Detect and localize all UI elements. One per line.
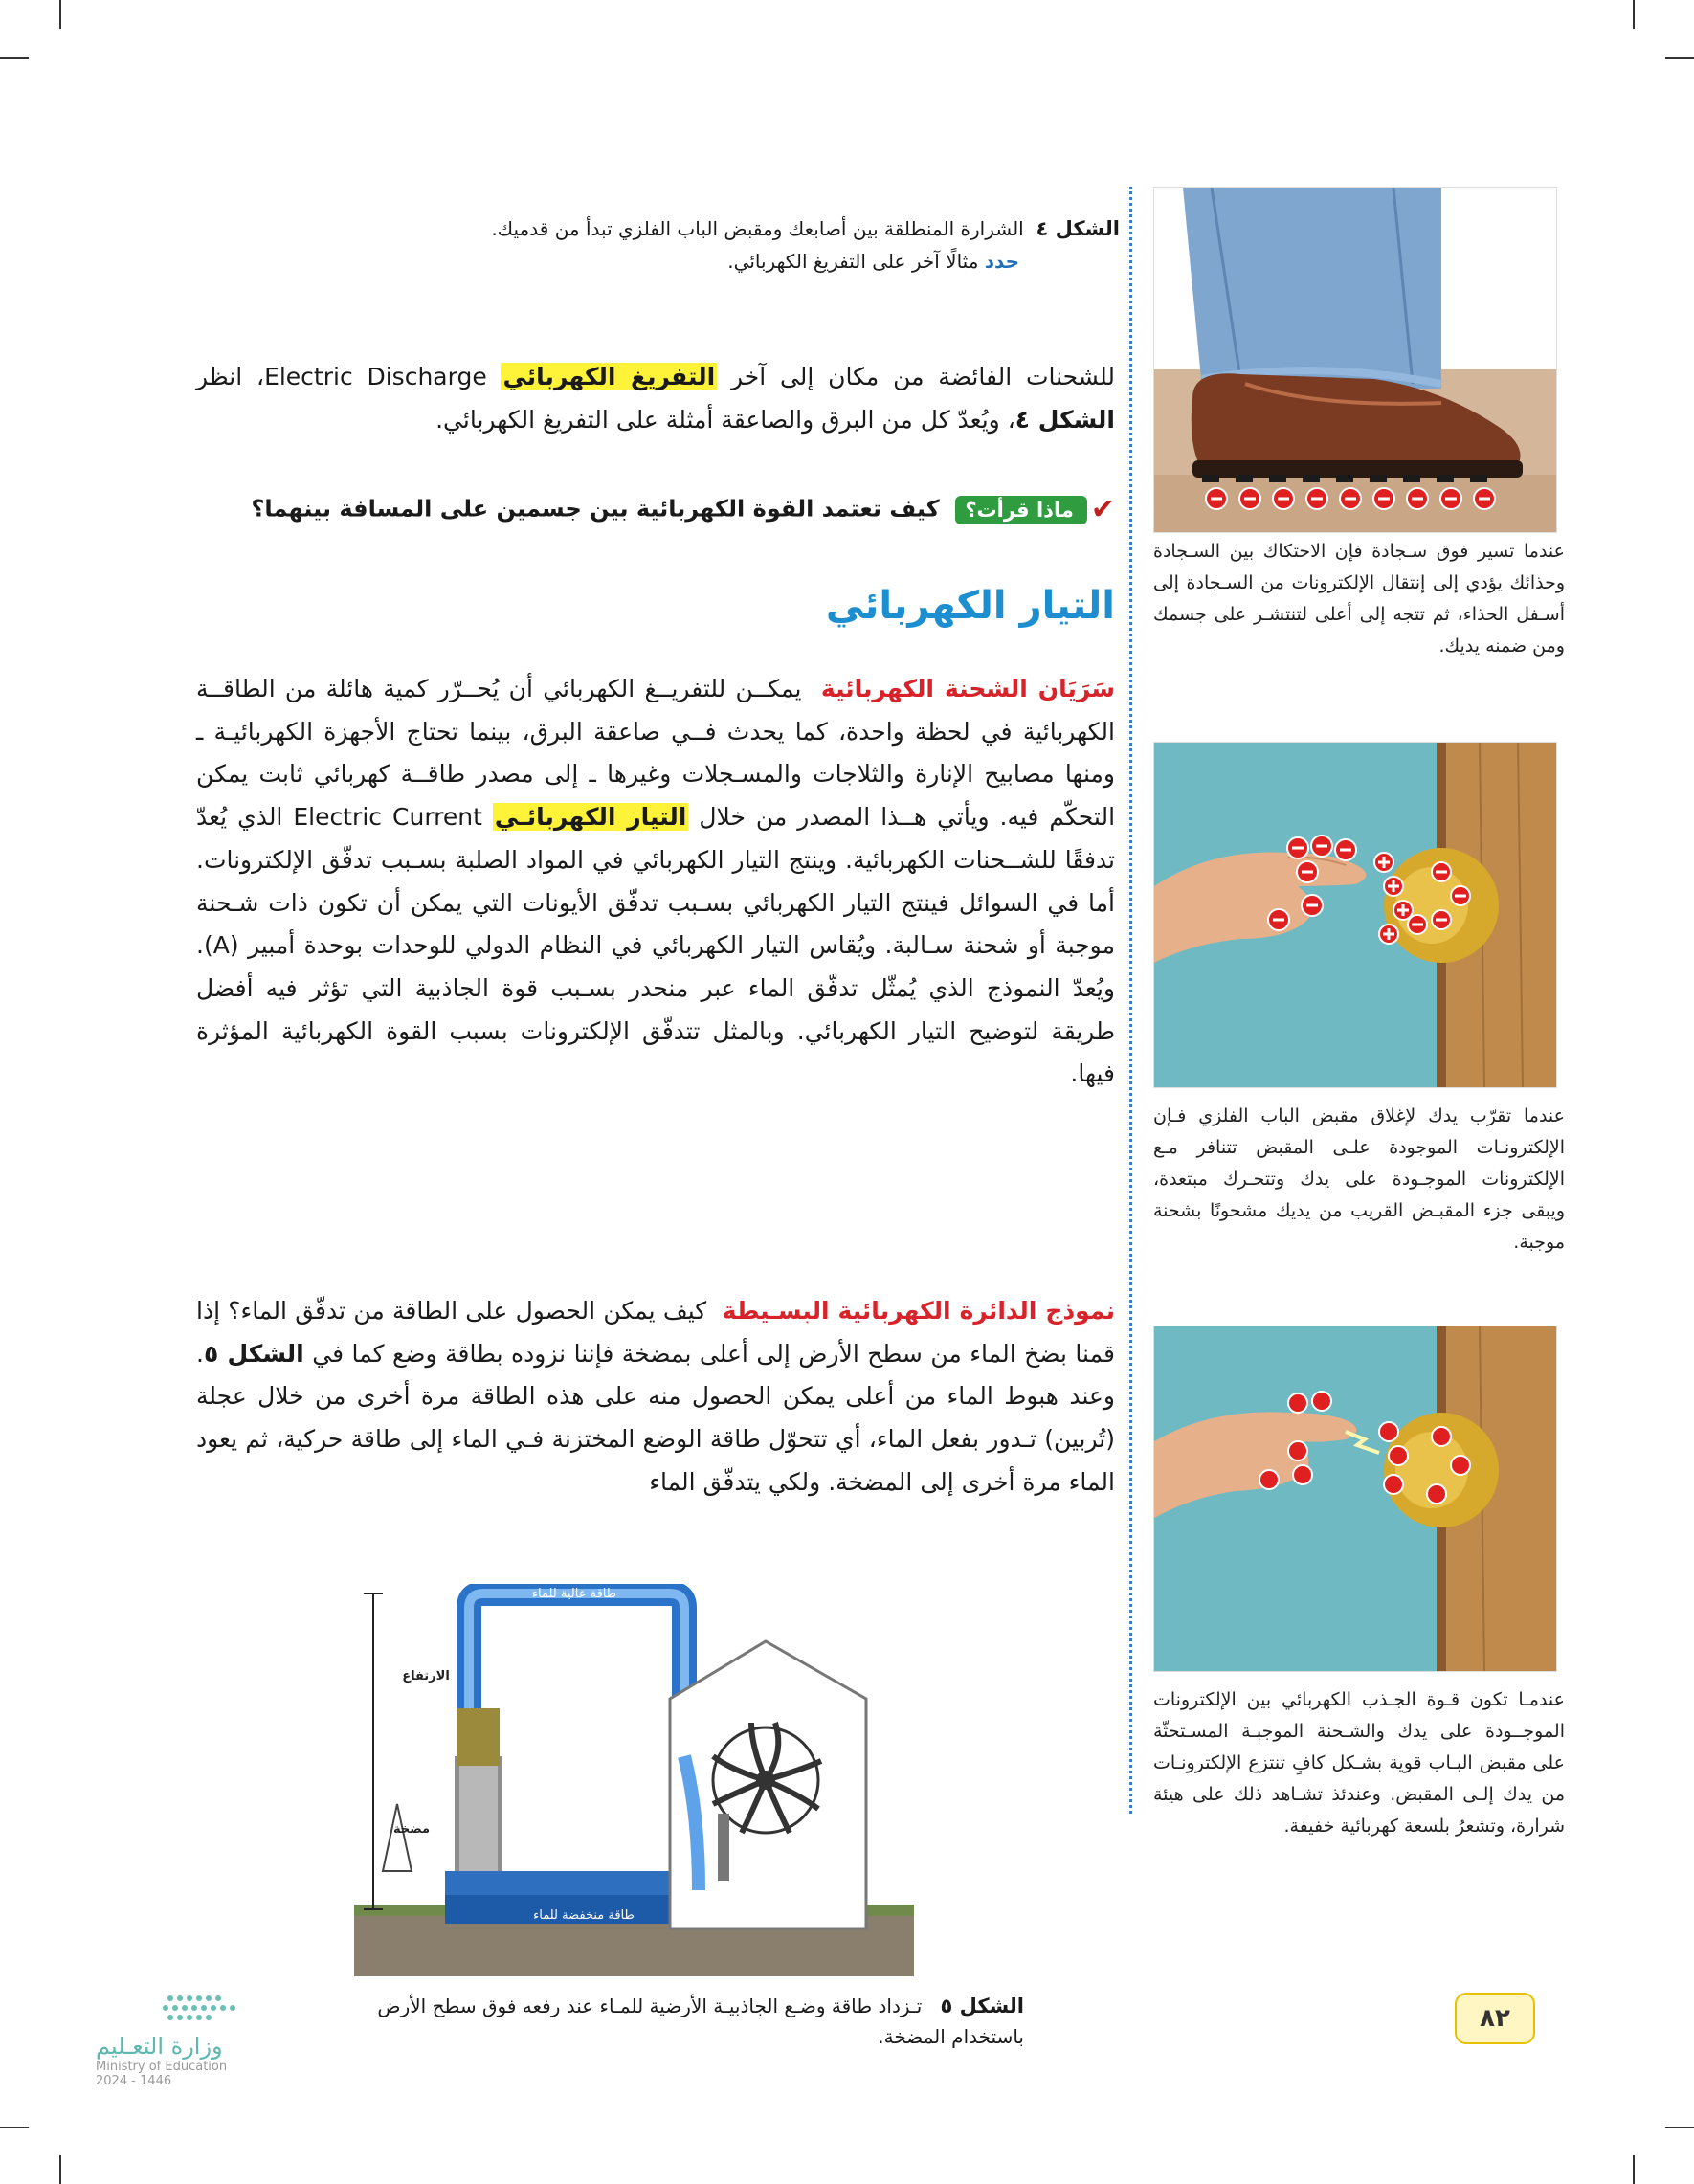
circuit-text-2: . وعند هبوط الماء من أعلى يمكن الحصول منه على هذه الطاقة مرة أخرى من خلال عجلة (تُربين) تـدور بفعل الماء، أي تتحوّل طاقة الوضع المختزنة فـي الماء إلى طاقة حركية، ثم يعود الماء مرة أخرى إلى المضخة. ولكي يتدفّق الماء: [196, 1339, 1115, 1496]
reading-check-question: كيف تعتمد القوة الكهربائية بين جسمين على المسافة بينهما؟: [251, 495, 940, 523]
ministry-year: 2024 - 1446: [96, 2074, 172, 2088]
side-caption-3: عندمـا تكون قـوة الجـذب الكهربائي بين الإلكترونات الموجــودة على يدك والشـحنة الموجبـة المسـتحثّة على مقبض البـاب قوية بشـكل كافٍ تنتزع الإلكترونـات من يدك إلـى المقبض. وعندئذ تشـاهد ذلك على هيئة شرارة، وتشعرُ بلسعة كهربائية خفيفة.: [1153, 1689, 1565, 1837]
crop-mark: [1665, 57, 1694, 59]
side-caption-1: عندما تسير فوق سـجادة فإن الاحتكاك بين السـجادة وحذائك يؤدي إلى إنتقال الإلكترونات من السـجادة إلى أسـفل الحذاء، ثم تتجه إلى أعلى لتنتشـر على جسمك ومن ضمنه يديك.: [1153, 541, 1565, 657]
term-simple-circuit-model: نموذج الدائرة الكهربائية البسـيطة: [722, 1297, 1115, 1325]
flow-text-1: يمكــن للتفريــغ الكهربائي أن يُحــرّر كمية هائلة من الطاقــة الكهربائية في لحظة واحدة، كما يحدث فــي صاعقة البرق، بينما تحتاج الأجهزة الكهربائيـة ـ ومنها مصابيح الإنارة والثلاجات والمسـجلات وغيرها ـ إلى مصدر طاقــة كهربائي ثابت يمكن التحكّم فيه. ويأتي هــذا المصدر من خلال: [196, 675, 1116, 832]
flow-paragraph: [196, 668, 1115, 1096]
intro-paragraph: [196, 356, 1115, 441]
crop-mark: [1633, 2155, 1635, 2184]
figure4-label: الشكل ٤: [1036, 217, 1120, 240]
label-height: الارتفاع: [402, 1669, 450, 1683]
label-ground: الأرض: [827, 1894, 858, 1907]
circuit-figure-ref: الشكل ٥: [203, 1339, 304, 1368]
intro-text-1: للشحنات الفائضة من مكان إلى آخر: [730, 363, 1115, 390]
ministry-logo: [96, 1991, 258, 2088]
reading-check-badge: ماذا قرأت؟: [955, 496, 1086, 524]
label-low-energy: طاقة منخفضة للماء: [533, 1908, 635, 1923]
hand-doorknob-photo: [1153, 742, 1557, 1088]
intro-text-3: ، ويُعدّ كل من البرق والصاعقة أمثلة على التفريغ الكهربائي.: [435, 405, 1015, 434]
figure5-label: الشكل ٥: [940, 1995, 1024, 2017]
figure5-diagram: [354, 1584, 914, 1976]
ministry-dots-icon: [96, 1991, 258, 2029]
figure4-prompt-text: مثالًا آخر على التفريغ الكهربائي.: [727, 250, 979, 273]
figure4-prompt-label: حدد: [984, 250, 1019, 273]
side-caption-2: عندما تقرّب يدك لإغلاق مقبض الباب الفلزي فـإن الإلكترونـات الموجودة علـى المقبض تتنافر مـع الإلكترونات الموجـودة على يدك وتتحـرك مبتعدة، ويبقى جزء المقبـض القريب من يديك مشحونًا بشحنة موجبة.: [1153, 1105, 1565, 1253]
figure5-caption: [354, 1991, 1024, 2052]
crop-mark: [59, 2155, 61, 2184]
page-number: ٨٢: [1455, 1993, 1535, 2044]
figure4-caption-text: الشرارة المنطلقة بين أصابعك ومقبض الباب الفلزي تبدأ من قدميك.: [491, 217, 1024, 240]
crop-mark: [1633, 0, 1635, 29]
shoe-carpet-photo: [1153, 187, 1557, 533]
reading-check: [196, 493, 1115, 526]
circuit-paragraph: [196, 1290, 1115, 1504]
crop-mark: [0, 2127, 29, 2128]
label-pump: مضخة: [392, 1822, 431, 1837]
ministry-english: Ministry of Education: [96, 2060, 228, 2074]
crop-mark: [1665, 2127, 1694, 2128]
label-high-energy: طاقة عالية للماء: [531, 1587, 617, 1601]
section-title: التيار الكهربائي: [825, 584, 1115, 628]
spark-photo: [1153, 1326, 1557, 1672]
intro-figure-ref: الشكل ٤: [1014, 405, 1115, 434]
circuit-text-1: كيف يمكن الحصول على الطاقة من تدفّق الماء؟ إذا قمنا بضخ الماء من سطح الأرض إلى أعلى بمضخة فإننا نزوده بطاقة وضع كما في: [196, 1297, 1115, 1368]
intro-text-2: ، انظر: [196, 363, 265, 390]
figure4-caption: [335, 212, 1120, 278]
column-divider: [1129, 187, 1132, 1814]
checkmark-icon: ✔: [1090, 493, 1115, 526]
flow-text-2: الذي يُعدّ تدفقًا للشــحنات الكهربائية. وينتج التيار الكهربائي في المواد الصلبة بسـبب تدفّق الإلكترونات. أما في السوائل فينتج التيار الكهربائي بسـبب تدفّق الأيونات التي يمكن أن تكون ذات شـحنة موجبة أو شحنة سـالبة. ويُقاس التيار الكهربائي في النظام الدولي للوحدات بوحدة أمبير (A). ويُعدّ النموذج الذي يُمثّل تدفّق الماء عبر منحدر بسـبب قوة الجاذبية التي تؤثر فيه أفضل طريقة لتوضيح التيار الكهربائي. وبالمثل تتدفّق الإلكترونات بسبب القوة الكهربائية المؤثرة فيها.: [196, 803, 1115, 1088]
flow-english-term: Electric Current: [293, 803, 482, 832]
term-electric-current: التيار الكهربائـي: [494, 803, 687, 832]
crop-mark: [0, 57, 29, 59]
term-electric-discharge: التفريغ الكهربائي: [502, 363, 716, 390]
intro-english-term: Electric Discharge: [264, 363, 487, 390]
ministry-arabic: وزارة التعـليم: [96, 2033, 223, 2060]
crop-mark: [59, 0, 61, 29]
term-charge-flow: سَرَيَان الشحنة الكهربائية: [820, 675, 1116, 702]
figure5-caption-text: تـزداد طاقة وضـع الجاذبيـة الأرضية للمـاء عند رفعه فوق سطح الأرض باستخدام المضخة.: [377, 1995, 1024, 2048]
